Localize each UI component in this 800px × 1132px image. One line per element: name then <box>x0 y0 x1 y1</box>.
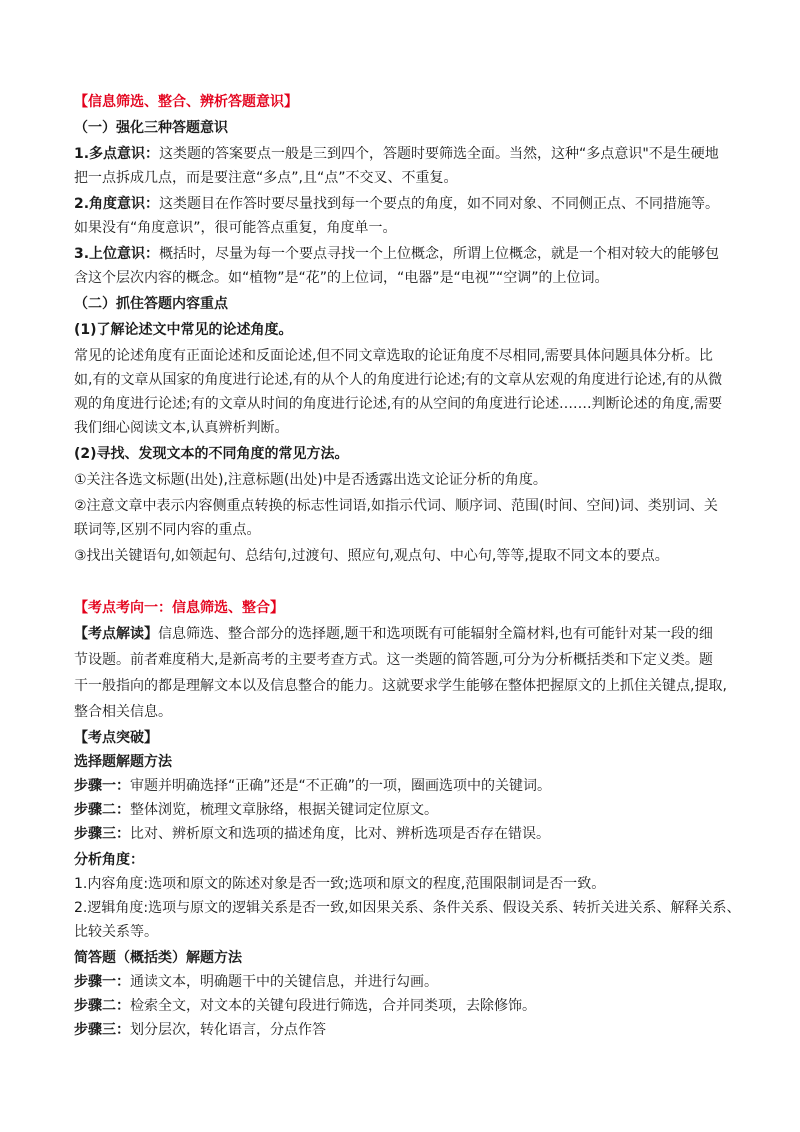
step-label: 步骤一： <box>74 974 130 990</box>
paragraph-line: 如,有的文章从国家的角度进行论述,有的从个人的角度进行论述;有的文章从宏观的角度进行论述,有的从微 <box>74 372 723 388</box>
choice-method-title: 选择题解题方法 <box>74 754 172 770</box>
step-item <box>74 800 740 820</box>
analysis-item: 2.逻辑角度:选项与原文的逻辑关系是否一致,如因果关系、条件关系、假设关系、转折关进关系、解释关系、 <box>74 900 741 916</box>
analysis-item: 1.内容角度:选项和原文的陈述对象是否一致;选项和原文的程度,范围限制词是否一致。 <box>74 876 606 892</box>
point-text: 概括时，尽量为每一个要点寻找一个上位概念，所谓上位概念，就是一个相对较大的能够包 <box>159 246 720 262</box>
point-angle-cont: 如果没有“角度意识”，很可能答点重复，角度单一。 <box>74 220 397 236</box>
paragraph-line: 观的角度进行论述;有的文章从时间的角度进行论述,有的从空间的角度进行论述.……判断论述的角度,需要 <box>74 396 723 412</box>
point-multi-cont: 把一点拆成几点，而是要注意“多点”,且“点”不交叉、不重复。 <box>74 170 458 186</box>
step-item <box>74 776 740 796</box>
method-item: ②注意文章中表示内容侧重点转换的标志性词语,如指示代词、顺序词、范围(时间、空间)词、类别词、关 <box>74 498 718 514</box>
interpretation-label: 【考点解读】 <box>74 626 158 642</box>
method-item: ①关注各选文标题(出处),注意标题(出处)中是否透露出选文论证分析的角度。 <box>74 472 547 488</box>
analysis-angle-title: 分析角度： <box>74 852 144 868</box>
point-superordinate-cont: 含这个层次内容的概念。如“植物”是“花”的上位词，“电器”是“电视”“空调”的上位词。 <box>74 270 609 286</box>
point-label: 3.上位意识： <box>74 246 160 262</box>
step-label: 步骤二： <box>74 802 130 818</box>
step-item <box>74 1020 740 1040</box>
step-item <box>74 972 740 992</box>
subheading-focus: （二）抓住答题内容重点 <box>74 296 228 312</box>
analysis-item-cont: 比较关系等。 <box>74 924 158 940</box>
step-text: 检索全文，对文本的关键句段进行筛选，合并同类项，去除修饰。 <box>130 998 536 1014</box>
point-label: 2.角度意识： <box>74 196 160 212</box>
interpretation-text: 信息筛选、整合部分的选择题,题干和选项既有可能辐射全篇材料,也有可能针对某一段的细 <box>158 626 713 642</box>
step-text: 比对、辨析原文和选项的描述角度，比对、辨析选项是否存在错误。 <box>130 826 550 842</box>
subheading-three-awareness: （一）强化三种答题意识 <box>74 120 228 136</box>
section-heading-direction-one: 【考点考向一：信息筛选、整合】 <box>74 600 284 616</box>
step-label: 步骤三： <box>74 826 130 842</box>
paragraph-line: 常见的论述角度有正面论述和反面论述,但不同文章选取的论证角度不尽相同,需要具体问题具体分析。比 <box>74 348 713 364</box>
paragraph-line: 整合相关信息。 <box>74 704 172 720</box>
step-item <box>74 996 740 1016</box>
point-label: 1.多点意识： <box>74 146 160 162</box>
interpretation-paragraph <box>74 624 740 644</box>
step-text: 整体浏览，梳理文章脉络，根据关键词定位原文。 <box>130 802 438 818</box>
subheading-find-methods: (2)寻找、发现文本的不同角度的常见方法。 <box>74 446 349 462</box>
step-text: 通读文本，明确题干中的关键信息，并进行勾画。 <box>130 974 438 990</box>
short-answer-method-title: 简答题（概括类）解题方法 <box>74 950 242 966</box>
point-multi <box>74 144 740 164</box>
paragraph-line: 我们细心阅读文本,认真辨析判断。 <box>74 420 289 436</box>
method-item-cont: 联词等,区别不同内容的重点。 <box>74 522 261 538</box>
step-label: 步骤一： <box>74 778 130 794</box>
point-superordinate <box>74 244 740 264</box>
subheading-argument-angle: (1)了解论述文中常见的论述角度。 <box>74 322 293 338</box>
step-item <box>74 824 740 844</box>
point-text: 这类题目在作答时要尽量找到每一个要点的角度，如不同对象、不同侧正点、不同措施等。 <box>159 196 720 212</box>
section-heading-info-awareness: 【信息筛选、整合、辨析答题意识】 <box>74 94 298 110</box>
step-label: 步骤三： <box>74 1022 130 1038</box>
paragraph-line: 干一般指向的都是理解文本以及信息整合的能力。这就要求学生能够在整体把握原文的上抓住关键点,提取, <box>74 678 727 694</box>
breakthrough-label: 【考点突破】 <box>74 730 158 746</box>
step-label: 步骤二： <box>74 998 130 1014</box>
step-text: 划分层次，转化语言，分点作答 <box>130 1022 326 1038</box>
step-text: 审题并明确选择“正确”还是“不正确”的一项，圈画选项中的关键词。 <box>130 778 552 794</box>
point-angle <box>74 194 740 214</box>
paragraph-line: 节设题。前者难度稍大,是新高考的主要考查方式。这一类题的简答题,可分为分析概括类和下定义类。题 <box>74 652 713 668</box>
method-item: ③找出关键语句,如领起句、总结句,过渡句、照应句,观点句、中心句,等等,提取不同文本的要点。 <box>74 548 669 564</box>
point-text: 这类题的答案要点一般是三到四个，答题时要筛选全面。当然，这种“多点意识"不是生硬地 <box>159 146 719 162</box>
